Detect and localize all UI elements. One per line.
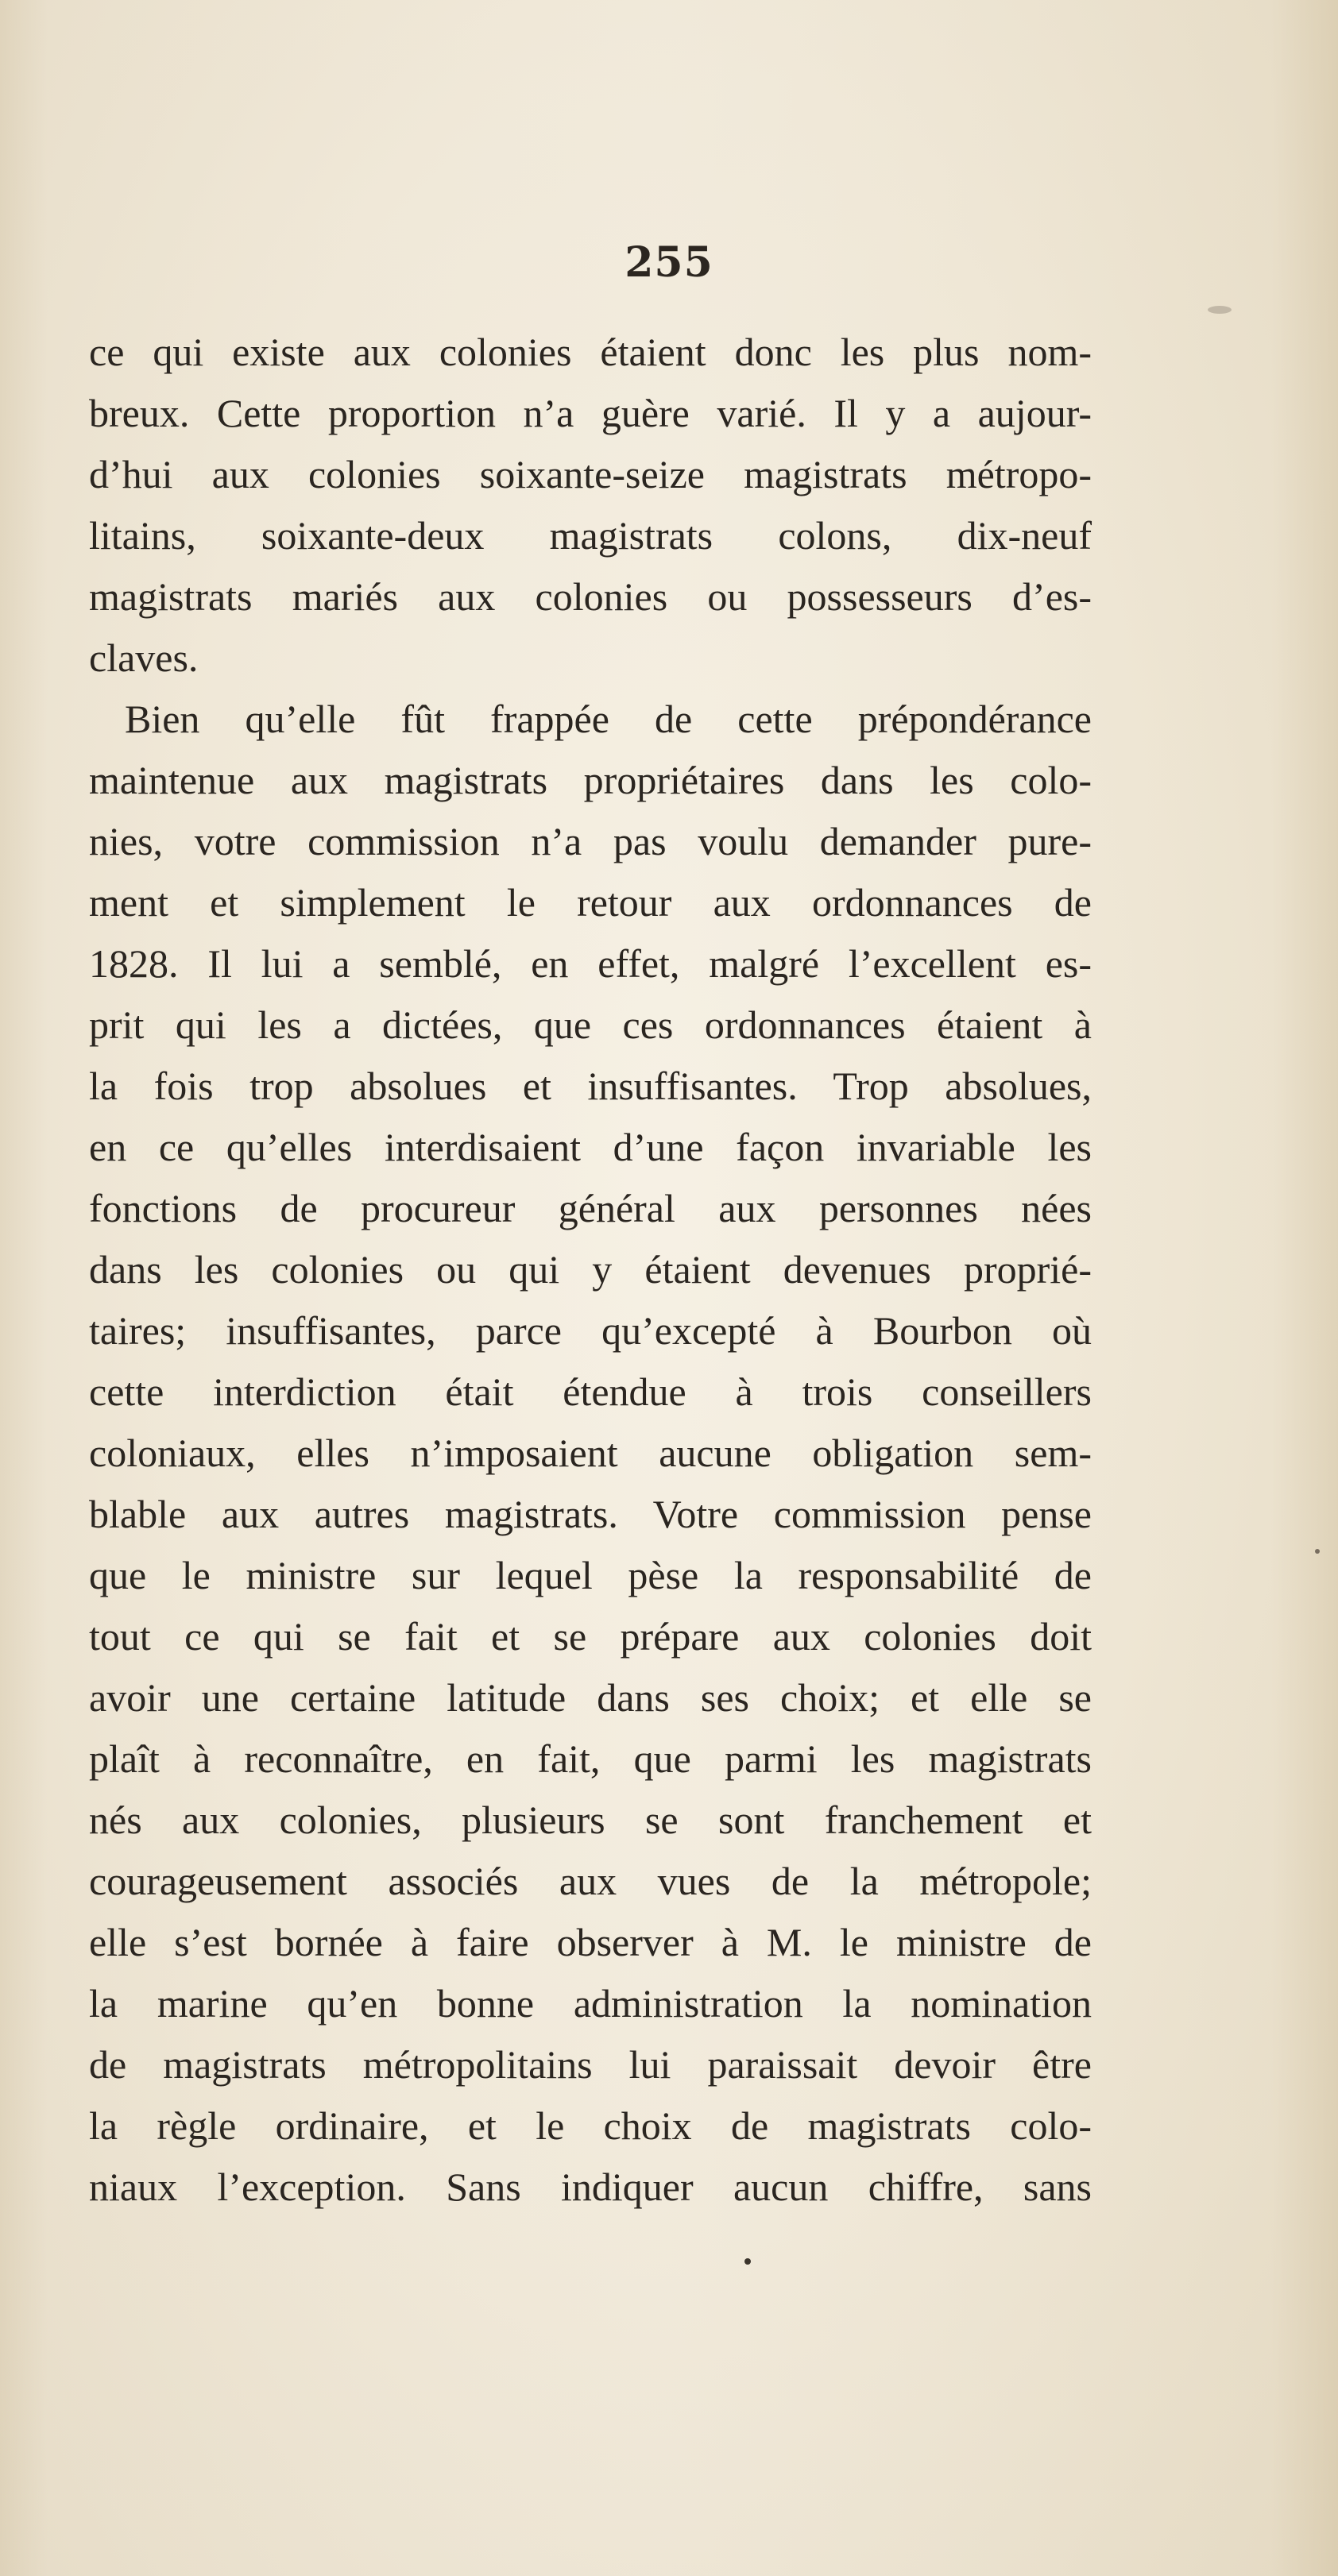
page-number: 255 bbox=[625, 238, 713, 287]
text-line: nies, votre commission n’a pas voulu demander pure- bbox=[89, 819, 1092, 863]
text-line: nés aux colonies, plusieurs se sont franchement et bbox=[89, 1798, 1092, 1842]
text-line: niaux l’exception. Sans indiquer aucun chiffre, sans bbox=[89, 2165, 1092, 2209]
text-line: tout ce qui se fait et se prépare aux colonies doit bbox=[89, 1614, 1092, 1659]
text-line: 1828. Il lui a semblé, en effet, malgré l’excellent es- bbox=[89, 941, 1092, 986]
text-line: dans les colonies ou qui y étaient devenues proprié- bbox=[89, 1247, 1092, 1292]
text-line: breux. Cette proportion n’a guère varié. Il y a aujour- bbox=[89, 391, 1092, 435]
text-line: maintenue aux magistrats propriétaires dans les colo- bbox=[89, 758, 1092, 802]
text-line: que le ministre sur lequel pèse la responsabilité de bbox=[89, 1553, 1092, 1597]
text-line: Bien qu’elle fût frappée de cette prépondérance bbox=[125, 697, 1092, 741]
text-line: la fois trop absolues et insuffisantes. Trop absolues, bbox=[89, 1064, 1092, 1108]
text-line: elle s’est bornée à faire observer à M. le ministre de bbox=[89, 1920, 1092, 1964]
text-line: d’hui aux colonies soixante-seize magistrats métropo- bbox=[89, 452, 1092, 496]
paper-speck bbox=[1208, 306, 1232, 314]
text-line: plaît à reconnaître, en fait, que parmi les magistrats bbox=[89, 1736, 1092, 1781]
text-line: avoir une certaine latitude dans ses choix; et elle se bbox=[89, 1675, 1092, 1720]
text-line: fonctions de procureur général aux personnes nées bbox=[89, 1186, 1092, 1230]
text-line: prit qui les a dictées, que ces ordonnances étaient à bbox=[89, 1002, 1092, 1047]
text-line: la marine qu’en bonne administration la nomination bbox=[89, 1981, 1092, 2026]
text-line: taires; insuffisantes, parce qu’excepté à Bourbon où bbox=[89, 1308, 1092, 1353]
signature-mark bbox=[744, 2258, 751, 2265]
paper-speck bbox=[1315, 1549, 1320, 1554]
text-line: magistrats mariés aux colonies ou possesseurs d’es- bbox=[89, 574, 1092, 619]
text-line: cette interdiction était étendue à trois conseillers bbox=[89, 1369, 1092, 1414]
text-line: de magistrats métropolitains lui paraissait devoir être bbox=[89, 2042, 1092, 2087]
text-line: ment et simplement le retour aux ordonnances de bbox=[89, 880, 1092, 925]
text-line: en ce qu’elles interdisaient d’une façon invariable les bbox=[89, 1125, 1092, 1169]
text-line: blable aux autres magistrats. Votre commission pense bbox=[89, 1492, 1092, 1536]
text-line: litains, soixante-deux magistrats colons, dix-neuf bbox=[89, 513, 1092, 558]
text-line: ce qui existe aux colonies étaient donc les plus nom- bbox=[89, 330, 1092, 374]
text-line: courageusement associés aux vues de la métropole; bbox=[89, 1859, 1092, 1903]
text-line: coloniaux, elles n’imposaient aucune obligation sem- bbox=[89, 1431, 1092, 1475]
text-line: claves. bbox=[89, 635, 199, 680]
body-text bbox=[89, 322, 1092, 2218]
text-line: la règle ordinaire, et le choix de magistrats colo- bbox=[89, 2103, 1092, 2148]
